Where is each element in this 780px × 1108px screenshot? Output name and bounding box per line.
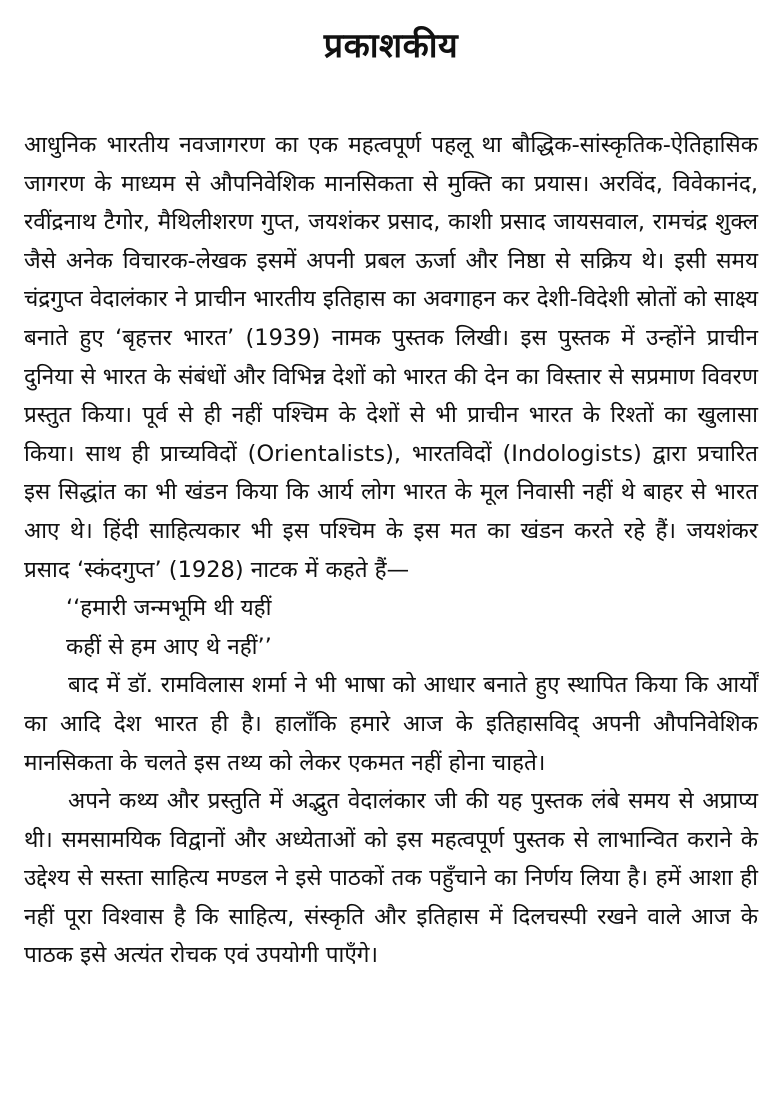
poem-quote [24, 589, 758, 666]
document-body [24, 126, 758, 975]
quote-line-1: ‘‘हमारी जन्मभूमि थी यहीं [66, 595, 272, 622]
paragraph-conclusion: अपने कथ्य और प्रस्तुति में अद्भुत वेदालंकार जी की यह पुस्तक लंबे समय से अप्राप्य थी। समसामयिक विद्वानों और अध्येताओं को इस महत्वपूर्ण पुस्तक से लाभान्वित कराने के उद्देश्य से सस्ता साहित्य मण्डल ने इसे पाठकों तक पहुँचाने का निर्णय लिया है। हमें आशा ही नहीं पूरा विश्वास है कि साहित्य, संस्कृति और इतिहास में दिलचस्पी रखने वाले आज के पाठक इसे अत्यंत रोचक एवं उपयोगी पाएँगे। [24, 788, 758, 969]
quote-line-2: कहीं से हम आए थे नहीं’’ [66, 633, 272, 660]
paragraph-ramvilas-sharma: बाद में डॉ. रामविलास शर्मा ने भी भाषा को आधार बनाते हुए स्थापित किया कि आर्यों का आदि देश भारत ही है। हालाँकि हमारे आज के इतिहासविद् अपनी औपनिवेशिक मानसिकता के चलते इस तथ्य को लेकर एकमत नहीं होना चाहते। [24, 672, 758, 776]
page-title: प्रकाशकीय [323, 26, 459, 66]
paragraph-intro: आधुनिक भारतीय नवजागरण का एक महत्वपूर्ण पहलू था बौद्धिक-सांस्कृतिक-ऐतिहासिक जागरण के माध्यम से औपनिवेशिक मानसिकता से मुक्ति का प्रयास। अरविंद, विवेकानंद, रवींद्रनाथ टैगोर, मैथिलीशरण गुप्त, जयशंकर प्रसाद, काशी प्रसाद जायसवाल, रामचंद्र शुक्ल जैसे अनेक विचारक-लेखक इसमें अपनी प्रबल ऊर्जा और निष्ठा से सक्रिय थे। इसी समय चंद्रगुप्त वेदालंकार ने प्राचीन भारतीय इतिहास का अवगाहन कर देशी-विदेशी स्रोतों को साक्ष्य बनाते हुए ‘बृहत्तर भारत’ (1939) नामक पुस्तक लिखी। इस पुस्तक में उन्होंने प्राचीन दुनिया से भारत के संबंधों और विभिन्न देशों को भारत की देन का विस्तार से सप्रमाण विवरण प्रस्तुत किया। पूर्व से ही नहीं पश्चिम के देशों से भी प्राचीन भारत के रिश्तों का खुलासा किया। साथ ही प्राच्यविदों (Orientalists), भारतविदों (Indologists) द्वारा प्रचारित इस सिद्धांत का भी खंडन किया कि आर्य लोग भारत के मूल निवासी नहीं थे बाहर से भारत आए थे। हिंदी साहित्यकार भी इस पश्चिम के इस मत का खंडन करते रहे हैं। जयशंकर प्रसाद ‘स्कंदगुप्त’ (1928) नाटक में कहते हैं— [24, 132, 758, 583]
